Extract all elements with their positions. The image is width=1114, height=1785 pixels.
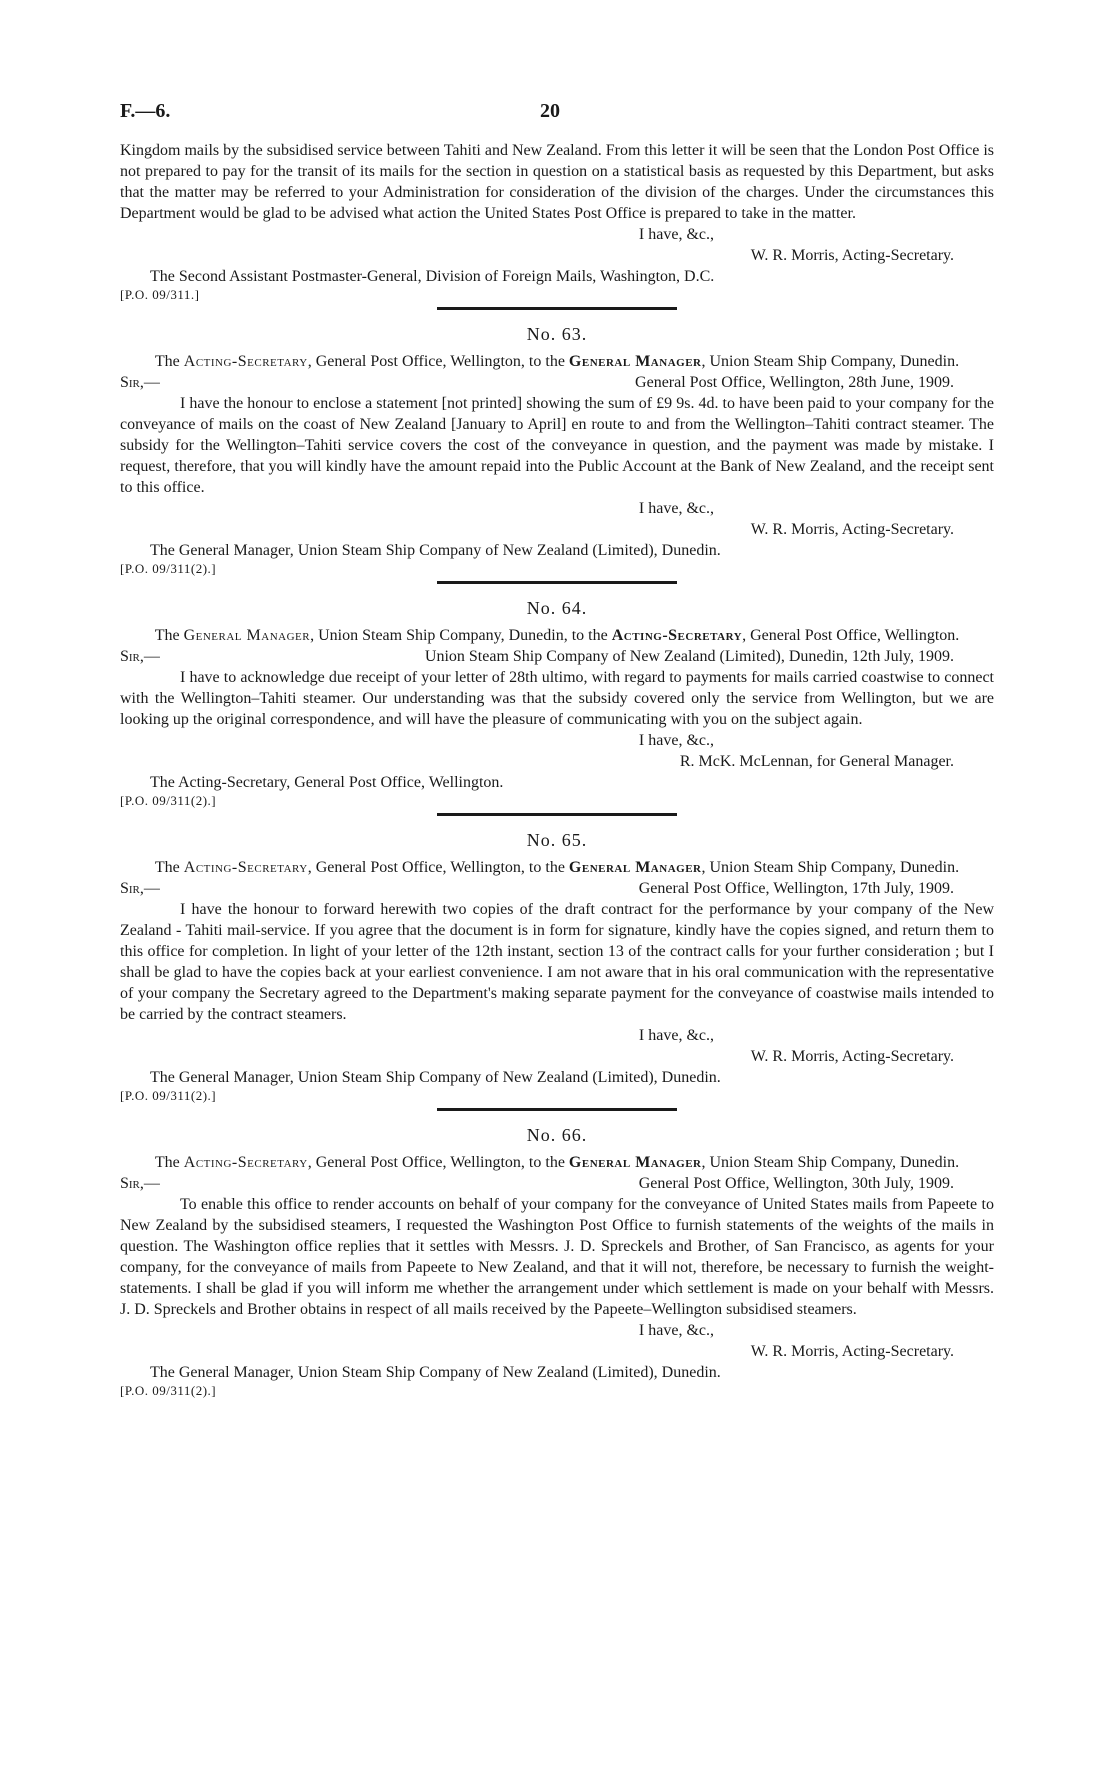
letter-no-63 [120, 324, 994, 577]
heading-text: , Union Steam Ship Company, Dunedin, to the [310, 627, 612, 644]
letter-no-66 [120, 1125, 994, 1399]
heading-text: , General Post Office, Wellington. [742, 627, 960, 644]
letter-signature: W. R. Morris, Acting-Secretary. [750, 1343, 954, 1360]
letter-body: I have to acknowledge due receipt of your letter of 28th ultimo, with regard to payments for mails carried coastwise to connect with the Wellington–Tahiti steamer. Our understanding was that the subsidy covered only the service from Wellington, but we are looking up the original correspondence, and will have the pleasure of communicating with you on the subject again. [120, 669, 994, 728]
letter-signature: W. R. Morris, Acting-Secretary. [750, 521, 954, 538]
document-reference: F.—6. [120, 100, 171, 122]
heading-recipient: General Manager [568, 859, 702, 876]
letter-closing: I have, &c., [638, 732, 714, 749]
letter-addressee: The General Manager, Union Steam Ship Company of New Zealand (Limited), Dunedin. [150, 1069, 721, 1086]
page-number: 20 [540, 100, 560, 122]
salutation: Sir,— [120, 1175, 160, 1192]
file-reference: [P.O. 09/311(2).] [120, 561, 217, 576]
letter-addressee: The General Manager, Union Steam Ship Company of New Zealand (Limited), Dunedin. [150, 1364, 721, 1381]
letter-addressee: The General Manager, Union Steam Ship Company of New Zealand (Limited), Dunedin. [150, 542, 721, 559]
heading-sender: Acting-Secretary [183, 859, 308, 876]
salutation: Sir,— [120, 880, 160, 897]
section-divider [437, 1108, 677, 1111]
letter-addressee: The Acting-Secretary, General Post Office, Wellington. [150, 774, 504, 791]
salutation-line [120, 1173, 994, 1194]
dateline: General Post Office, Wellington, 17th July, 1909. [638, 880, 954, 897]
letter-signature: W. R. Morris, Acting-Secretary. [750, 1048, 954, 1065]
file-reference: [P.O. 09/311.] [120, 287, 200, 302]
heading-text: The [154, 353, 184, 370]
section-divider [437, 307, 677, 310]
letter-number: No. 64. [526, 598, 588, 618]
letter-heading [120, 351, 994, 372]
page-header [120, 100, 994, 140]
salutation-line [120, 646, 994, 667]
heading-text: , Union Steam Ship Company, Dunedin. [701, 859, 960, 876]
letter-number: No. 66. [526, 1125, 588, 1145]
heading-sender: Acting-Secretary [183, 1154, 308, 1171]
file-reference: [P.O. 09/311(2).] [120, 793, 217, 808]
heading-text: The [154, 1154, 184, 1171]
letter-body: I have the honour to forward herewith two copies of the draft contract for the performance by your company of the New Zealand - Tahiti mail-service. If you agree that the document is in form for signature, kindly have the copies signed, and return them to this office for completion. In light of your letter of the 12th instant, section 13 of the contract calls for your further consideration ; but I shall be glad to have the copies back at your earliest convenience. I am not aware that in his oral communication with the representative of your company the Secretary agreed to the Department's making separate payment for the conveyance of coastwise mails intended to be carried by the contract steamers. [120, 901, 994, 1023]
heading-recipient: Acting-Secretary [611, 627, 743, 644]
heading-text: The [154, 627, 184, 644]
file-reference: [P.O. 09/311(2).] [120, 1088, 217, 1103]
letter-no-65 [120, 830, 994, 1104]
heading-text: , Union Steam Ship Company, Dunedin. [701, 1154, 960, 1171]
intro-letter-continuation [120, 140, 994, 303]
salutation: Sir,— [120, 374, 160, 391]
salutation-line [120, 878, 994, 899]
heading-recipient: General Manager [568, 1154, 702, 1171]
letter-signature: R. McK. McLennan, for General Manager. [679, 753, 954, 770]
heading-recipient: General Manager [568, 353, 702, 370]
heading-text: , General Post Office, Wellington, to the [307, 353, 569, 370]
letter-signature: W. R. Morris, Acting-Secretary. [750, 247, 954, 264]
letter-body: To enable this office to render accounts on behalf of your company for the conveyance of United States mails from Papeete to New Zealand by the subsidised steamers, I requested the Washington Post Office to furnish statements of the weights of the mails in question. The Washington office replies that it settles with Messrs. J. D. Spreckels and Brother, of San Francisco, as agents for your company, for the conveyance of mails from Papeete to New Zealand, and that it will not, therefore, be necessary to furnish the weight-statements. I shall be glad if you will inform me whether the arrangement under which settlement is made on your behalf with Messrs. J. D. Spreckels and Brother obtains in respect of all mails received by the Papeete–Wellington subsidised steamers. [120, 1196, 994, 1318]
letter-number: No. 65. [526, 830, 588, 850]
letter-heading [120, 625, 994, 646]
heading-text: , General Post Office, Wellington, to the [307, 859, 569, 876]
dateline: General Post Office, Wellington, 30th July, 1909. [638, 1175, 954, 1192]
letter-closing: I have, &c., [638, 1027, 714, 1044]
letter-number: No. 63. [526, 324, 588, 344]
letter-heading [120, 1152, 994, 1173]
letter-closing: I have, &c., [638, 500, 714, 517]
heading-text: , Union Steam Ship Company, Dunedin. [701, 353, 960, 370]
letter-body: Kingdom mails by the subsidised service between Tahiti and New Zealand. From this letter it will be seen that the London Post Office is not prepared to pay for the transit of its mails for the section in question on a statistical basis as requested by this Department, but asks that the matter may be referred to your Administration for consideration of the division of the charges. Under the circumstances this Department would be glad to be advised what action the United States Post Office is prepared to take in the matter. [120, 142, 994, 222]
letter-closing: I have, &c., [638, 1322, 714, 1339]
letter-closing: I have, &c., [638, 226, 714, 243]
section-divider [437, 813, 677, 816]
letter-no-64 [120, 598, 994, 809]
salutation-line [120, 372, 994, 393]
heading-sender: General Manager [183, 627, 311, 644]
dateline: General Post Office, Wellington, 28th June, 1909. [635, 374, 954, 391]
section-divider [437, 581, 677, 584]
heading-text: , General Post Office, Wellington, to the [307, 1154, 569, 1171]
letter-body: I have the honour to enclose a statement [not printed] showing the sum of £9 9s. 4d. to have been paid to your company for the conveyance of mails on the coast of New Zealand [January to April] en route to and from the Wellington–Tahiti contract steamer. The subsidy for the Wellington–Tahiti service covers the cost of the conveyance in question, and the payment was made by mistake. I request, therefore, that you will kindly have the amount repaid into the Public Account at the Bank of New Zealand, and the receipt sent to this office. [120, 395, 994, 496]
dateline: Union Steam Ship Company of New Zealand (Limited), Dunedin, 12th July, 1909. [424, 648, 954, 665]
heading-sender: Acting-Secretary [183, 353, 308, 370]
salutation: Sir,— [120, 648, 160, 665]
letter-heading [120, 857, 994, 878]
letter-addressee: The Second Assistant Postmaster-General, Division of Foreign Mails, Washington, D.C. [150, 268, 715, 285]
file-reference: [P.O. 09/311(2).] [120, 1383, 217, 1398]
heading-text: The [154, 859, 184, 876]
